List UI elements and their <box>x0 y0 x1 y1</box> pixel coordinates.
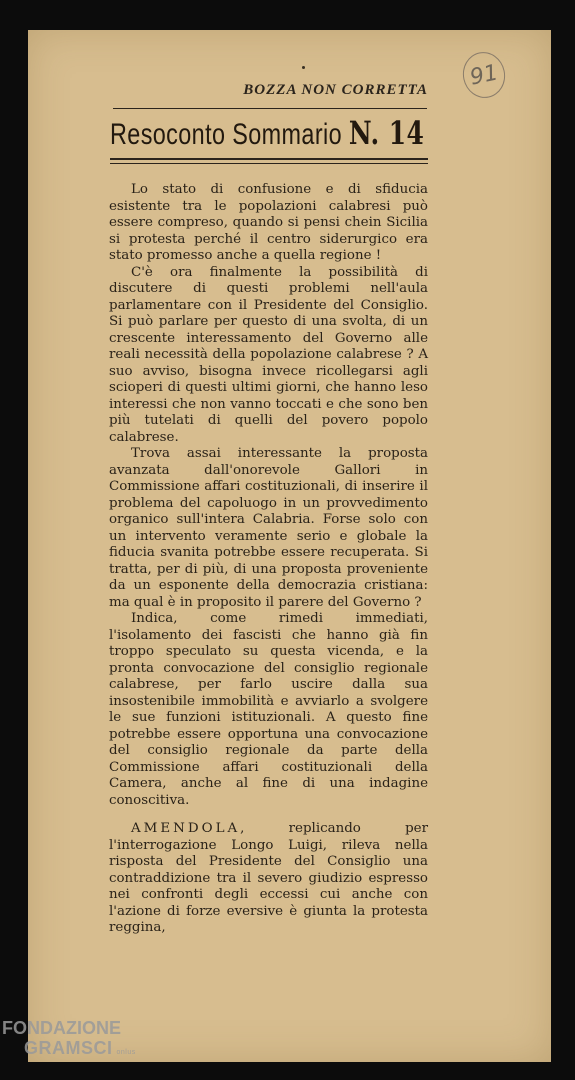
paragraph-text: , replicando per l'interrogazione Longo Luigi, rileva nella risposta del Presidente del Consiglio una contraddizione tra il severo giudizio espresso nei confronti degli eccessi cui anche con l'azione di forze eversive è giunta la protesta reggina, <box>109 821 428 935</box>
archive-number-stamp: 91 <box>459 48 510 102</box>
document-title <box>110 114 425 152</box>
header-rule <box>113 108 427 109</box>
watermark-suffix: onlus <box>116 1049 136 1056</box>
watermark-line2: GRAMSCI <box>24 1038 113 1058</box>
paragraph: Indica, come rimedi immediati, l'isolamento dei fascisti che hanno già fin troppo speculato su questa vicenda, e la pronta convocazione del consiglio regionale calabrese, per farlo uscire dalla sua insostenibile immobilità e avviarlo a svolgere le sue funzioni istituzionali. A questo fine potrebbe essere opportuna una convocazione del consiglio regionale da parte della Commissione affari costituzionali della Camera, anche al fine di una indagine conoscitiva. <box>109 611 428 808</box>
watermark-line1: FONDAZIONE <box>2 1018 121 1038</box>
paragraph-amendola <box>109 821 428 937</box>
title-text: Resoconto Sommario <box>110 118 343 151</box>
draft-header: BOZZA NON CORRETTA <box>243 82 428 98</box>
speaker-name: AMENDOLA <box>131 821 241 836</box>
fondazione-gramsci-watermark <box>2 1018 136 1063</box>
paragraph: C'è ora finalmente la possibilità di discutere di questi problemi nell'aula parlamentare con il Presidente del Consiglio. Si può parlare per questo di una svolta, di un crescente interessamento del Governo alle reali necessità della popolazione calabrese ? A suo avviso, bisogna invece ricollegarsi agli scioperi di questi ultimi giorni, che hanno leso interessi che non vanno toccati e che sono ben più tutelati di quelli del povero popolo calabrese. <box>109 264 428 445</box>
page-dot <box>302 66 305 69</box>
document-body <box>109 182 428 937</box>
title-rule <box>110 158 428 164</box>
paragraph: Lo stato di confusione e di sfiducia esistente tra le popolazioni calabresi può essere compreso, quando si pensi chein Sicilia si protesta perché il centro siderurgico era stato promesso anche a quella regione ! <box>109 182 428 263</box>
title-number: N. 14 <box>348 114 425 152</box>
paragraph: Trova assai interessante la proposta avanzata dall'onorevole Gallori in Commissione affari costituzionali, di inserire il problema del capoluogo in un provvedimento organico sull'intera Calabria. Forse solo con un intervento veramente serio e globale la fiducia svanita potrebbe essere recuperata. Si tratta, per di più, di una proposta proveniente da un esponente della democrazia cristiana: ma qual è in proposito il parere del Governo ? <box>109 446 428 610</box>
